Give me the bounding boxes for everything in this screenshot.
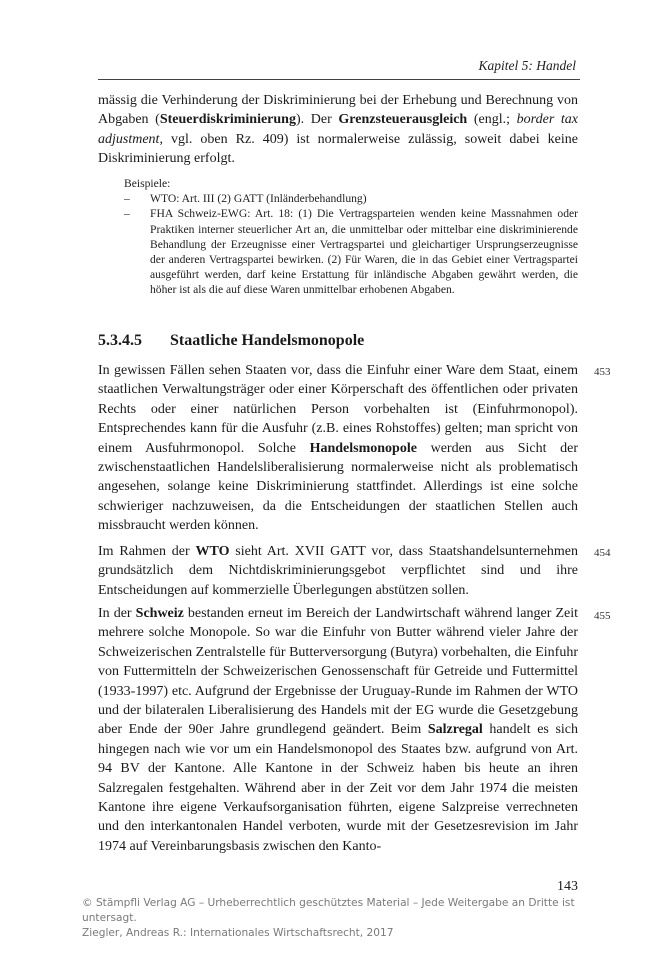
intro-text: (engl.; [467, 112, 517, 128]
intro-paragraph [98, 91, 578, 169]
example-item [124, 206, 578, 297]
footer-copyright: © Stämpfli Verlag AG – Urheberrechtlich geschütztes Material – Jede Weitergabe an Dritte ist untersagt. [82, 897, 575, 924]
examples-title: Beispiele: [124, 177, 171, 190]
paragraph-455 [98, 604, 578, 856]
paragraph-453 [98, 361, 578, 536]
term-schweiz: Schweiz [135, 606, 184, 621]
paragraph-text: handelt es sich hingegen nach wie vor um ein Handelsmonopol des Staates bzw. aufgrund von Art. 94 BV der Kantone. Alle Kantone in der Schweiz haben bis heute an ihren Salzregalen festgehalten. Während aber in der Zeit vor dem Jahr 1974 die meisten Kantone ihre eigene Verkaufsorganisation führten, eigene Salzpreise verrechneten und den interkantonalen Handel verboten, wurde mit der Gesetzesrevision im Jahr 1974 auf Vereinbarungsbasis zwischen den Kanto- [98, 722, 578, 854]
paragraph-454 [98, 542, 578, 600]
term-steuerdiskriminierung: Steuerdiskriminierung [159, 112, 296, 128]
intro-text: mässig die Verhinderung der Diskriminierung bei der Erhebung und Berechnung von Abgaben ( [98, 93, 578, 128]
examples-block [124, 176, 578, 298]
footer-citation: Ziegler, Andreas R.: Internationales Wirtschaftsrecht, 2017 [82, 927, 394, 939]
example-text: FHA Schweiz-EWG: Art. 18: (1) Die Vertragsparteien wenden keine Massnahmen oder Praktiken interner steuerlicher Art an, die unmittelbar oder mittelbar eine diskriminierende Behandlung der Erzeugnisse einer Vertragspartei und gleichartiger Ursprungserzeugnisse der anderen Vertragspartei bewirken. (2) Für Waren, die in das Gebiet einer Vertragspartei ausgeführt werden, darf keine Erstattung für inländische Abgaben gewährt werden, die höher ist als die auf diese Waren unmittelbar erhobenen Abgaben. [150, 207, 578, 297]
term-handelsmonopole: Handelsmonopole [309, 440, 417, 456]
term-grenzsteuerausgleich: Grenzsteuerausgleich [338, 112, 468, 128]
list-dash: – [124, 192, 130, 206]
term-salzregal: Salzregal [427, 722, 483, 738]
page-number: 143 [557, 879, 578, 894]
margin-number: 455 [594, 610, 611, 622]
copyright-footer [82, 896, 582, 941]
paragraph-text: In gewissen Fällen sehen Staaten vor, dass die Einfuhr einer Ware dem Staat, einem staatlichen Verwaltungsträger oder einer Körperschaft des öffentlichen oder privaten Rechts oder einer natürlichen Person vorbehalten ist (Einfuhrmonopol). Entsprechendes kann für die Ausfuhr (z.B. eines Rohstoffes) gelten; man spricht von einem Ausfuhrmonopol. Solche [98, 363, 578, 456]
margin-number: 454 [594, 547, 611, 559]
section-title: Staatliche Handelsmonopole [170, 332, 365, 349]
list-dash: – [124, 207, 130, 221]
paragraph-text: In der [98, 606, 136, 621]
margin-number: 453 [594, 366, 611, 378]
header-rule [98, 79, 580, 80]
example-text: WTO: Art. III (2) GATT (Inländerbehandlung) [150, 192, 367, 206]
paragraph-text: sieht Art. XVII GATT vor, dass Staatshandelsunternehmen grundsätzlich dem Nichtdiskriminierungsgebot verpflichtet sind und ihre Entscheidungen auf kommerzielle Überlegungen abstützen sollen. [98, 544, 578, 598]
paragraph-text: werden aus Sicht der zwischenstaatlichen Handelsliberalisierung normalerweise nicht als problematisch angesehen, solange keine Diskriminierung stattfindet. Allerdings ist eine solche schwieriger nachzuweisen, da die Entscheidungen der staatlichen Stellen auch missbraucht werden können. [98, 440, 578, 534]
intro-text: ). Der [295, 112, 339, 128]
paragraph-text: Im Rahmen der [98, 544, 196, 559]
term-wto: WTO [195, 544, 230, 559]
intro-text: , vgl. oben Rz. 409) ist normalerweise zulässig, soweit dabei keine Diskriminierung erfolgt. [98, 131, 578, 167]
section-heading [98, 332, 364, 350]
running-header: Kapitel 5: Handel [478, 58, 576, 73]
section-number: 5.3.4.5 [98, 332, 142, 349]
example-item [124, 191, 578, 206]
paragraph-text: bestanden erneut im Bereich der Landwirtschaft während langer Zeit mehrere solche Monopole. So war die Einfuhr von Butter während vieler Jahre der Schweizerischen Zentralstelle für Butterversorgung (Butyra) vorbehalten, die Einfuhr von Futtermitteln der Schweizerischen Genossenschaft für Getreide und Futtermittel (1933-1997) etc. Aufgrund der Ergebnisse der Uruguay-Runde im Rahmen der WTO und der bilateralen Liberalisierung des Handels mit der EG wurde die Gesetzgebung aber Ende der 90er Jahre grundlegend geändert. Beim [98, 606, 578, 738]
term-border-tax-adjustment: border tax adjustment [98, 112, 579, 147]
